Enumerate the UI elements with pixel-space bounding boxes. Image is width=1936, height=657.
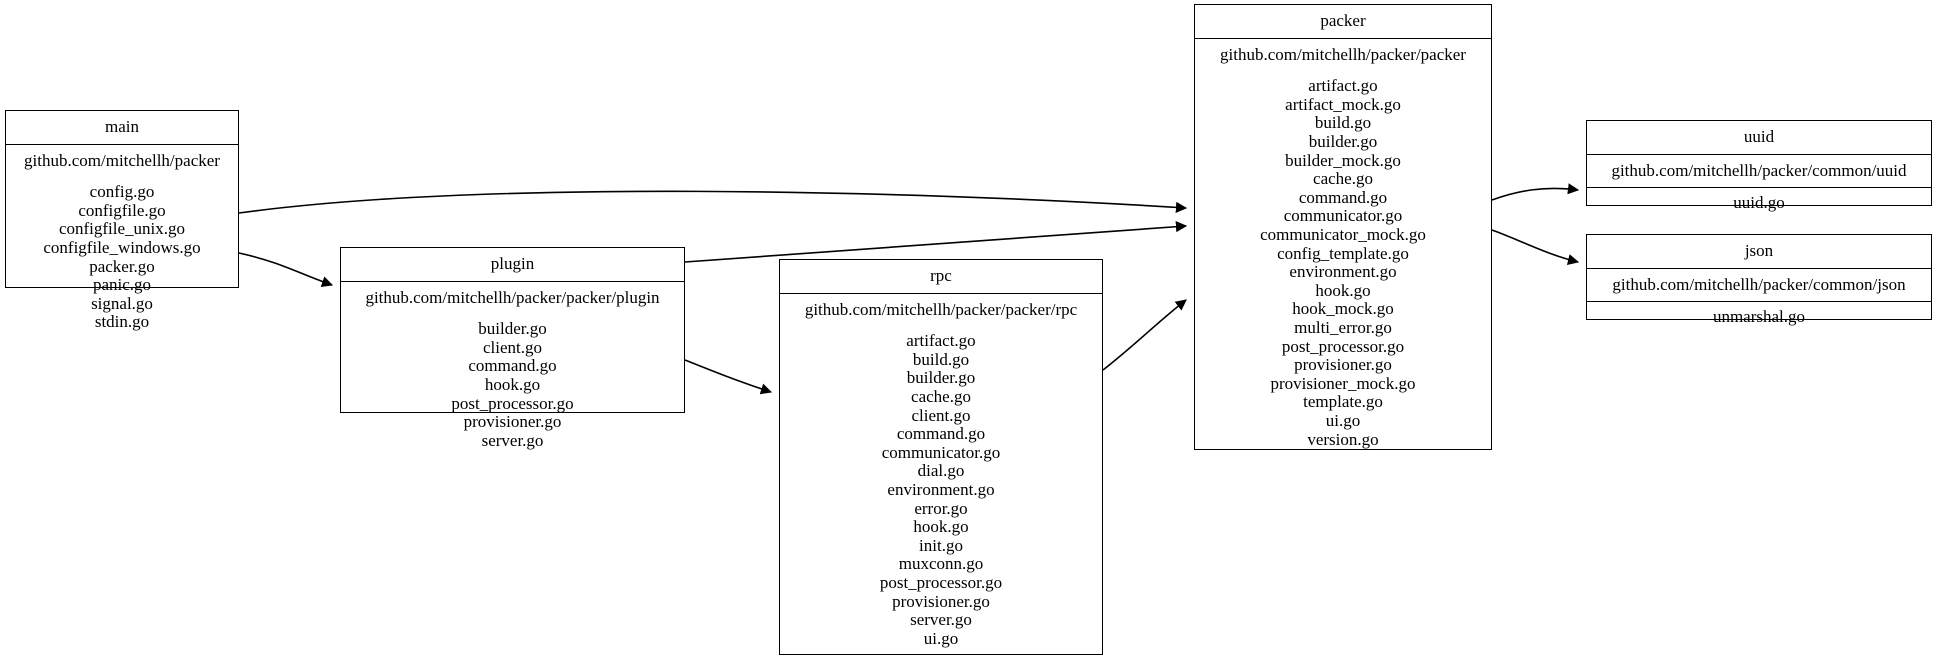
file-item: configfile_unix.go <box>58 219 186 239</box>
file-item: communicator.go <box>1283 206 1403 226</box>
file-item: cache.go <box>1313 169 1373 189</box>
file-item: config_template.go <box>1277 243 1409 263</box>
file-item: environment.go <box>1289 262 1397 282</box>
edge-main-to-packer <box>239 191 1186 213</box>
node-plugin[interactable] <box>340 247 685 450</box>
edge-plugin-to-rpc <box>685 360 771 392</box>
file-item: artifact.go <box>1308 76 1378 96</box>
file-item: client.go <box>482 337 542 357</box>
file-item: artifact_mock.go <box>1285 94 1401 114</box>
file-item: cache.go <box>911 387 971 407</box>
file-item: provisioner.go <box>463 412 562 432</box>
node-uuid-path: github.com/mitchellh/packer/common/uuid <box>1587 155 1931 189</box>
node-packer-title: packer <box>1195 5 1491 39</box>
node-rpc-title: rpc <box>780 260 1102 294</box>
file-item: server.go <box>481 430 544 450</box>
node-json[interactable] <box>1586 234 1932 327</box>
file-item: artifact.go <box>906 331 976 351</box>
file-item: configfile_windows.go <box>43 238 201 258</box>
file-item: post_processor.go <box>879 573 1003 592</box>
file-item: post_processor.go <box>1281 336 1405 356</box>
file-item: ui.go <box>1325 410 1361 430</box>
file-item: packer.go <box>89 256 155 276</box>
node-uuid[interactable] <box>1586 120 1932 213</box>
file-item: ui.go <box>923 628 959 648</box>
node-rpc-path: github.com/mitchellh/packer/packer/rpc <box>804 299 1078 319</box>
file-item: environment.go <box>887 480 995 500</box>
file-item: command.go <box>896 424 986 444</box>
file-item: dial.go <box>917 461 965 481</box>
edge-packer-to-uuid <box>1492 188 1578 200</box>
node-rpc-files <box>780 326 1102 654</box>
file-item: build.go <box>912 349 970 369</box>
edge-rpc-to-packer <box>1103 300 1186 370</box>
file-item: command.go <box>1298 187 1388 207</box>
file-item: server.go <box>910 610 972 630</box>
file-item: client.go <box>911 405 971 425</box>
file-item: post_processor.go <box>451 393 574 413</box>
file-item: multi_error.go <box>1294 318 1392 337</box>
file-item: communicator_mock.go <box>1260 225 1426 245</box>
edge-main-to-plugin <box>239 253 332 285</box>
file-item: provisioner_mock.go <box>1270 373 1416 393</box>
file-item: builder.go <box>1308 132 1378 152</box>
node-plugin-title: plugin <box>341 248 684 282</box>
file-item: build.go <box>1314 113 1372 133</box>
edge-packer-to-json <box>1492 230 1578 262</box>
file-item: template.go <box>1303 392 1383 412</box>
file-item: init.go <box>919 535 963 555</box>
edge-plugin-to-packer <box>685 226 1186 262</box>
node-plugin-path: github.com/mitchellh/packer/packer/plugin <box>365 287 660 307</box>
node-json-path: github.com/mitchellh/packer/common/json <box>1587 269 1931 303</box>
node-rpc[interactable] <box>779 259 1103 655</box>
file-item: provisioner.go <box>1294 355 1392 375</box>
node-json-title: json <box>1587 235 1931 269</box>
file-item: uuid.go <box>1733 193 1785 213</box>
file-item: stdin.go <box>94 312 150 332</box>
file-item: unmarshal.go <box>1712 307 1806 327</box>
node-plugin-files <box>341 314 684 456</box>
file-item: configfile.go <box>78 200 166 220</box>
node-uuid-files <box>1587 188 1931 219</box>
file-item: error.go <box>914 498 968 518</box>
file-item: provisioner.go <box>892 591 990 611</box>
node-main-title: main <box>6 111 238 145</box>
node-packer-files <box>1195 71 1491 455</box>
node-main-path: github.com/mitchellh/packer <box>24 150 220 170</box>
file-item: config.go <box>89 182 155 202</box>
file-item: builder.go <box>906 368 976 388</box>
file-item: signal.go <box>91 293 153 313</box>
file-item: command.go <box>468 356 557 376</box>
file-item: hook.go <box>1315 280 1371 300</box>
node-main[interactable] <box>5 110 239 332</box>
node-packer-path: github.com/mitchellh/packer/packer <box>1220 44 1466 64</box>
node-json-files <box>1587 302 1931 333</box>
file-item: version.go <box>1307 429 1379 449</box>
file-item: builder.go <box>478 319 547 339</box>
file-item: builder_mock.go <box>1285 150 1401 170</box>
file-item: hook_mock.go <box>1292 299 1394 319</box>
file-item: muxconn.go <box>898 554 984 574</box>
node-main-files <box>6 177 238 338</box>
node-uuid-title: uuid <box>1587 121 1931 155</box>
node-packer[interactable] <box>1194 4 1492 450</box>
file-item: panic.go <box>92 275 152 295</box>
file-item: hook.go <box>484 375 541 395</box>
file-item: communicator.go <box>881 442 1001 462</box>
file-item: hook.go <box>913 517 969 537</box>
